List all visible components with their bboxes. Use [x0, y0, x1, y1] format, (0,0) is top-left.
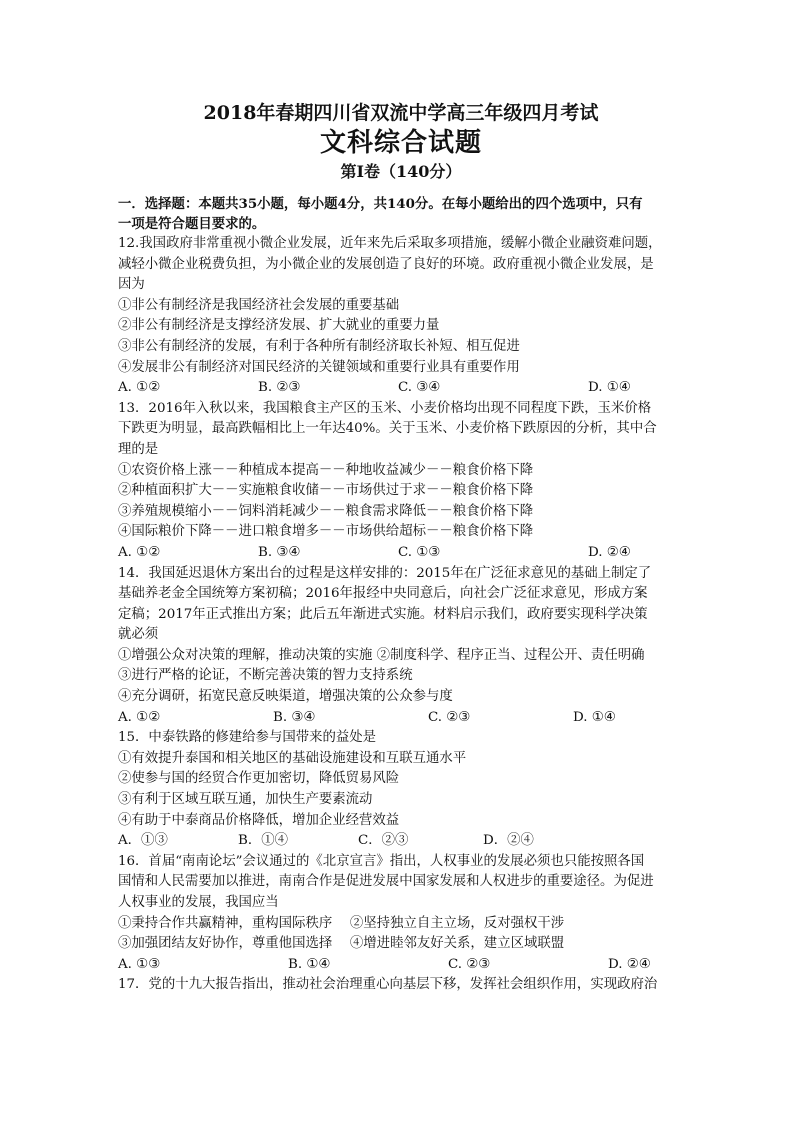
subject-title: 文科综合试题: [319, 128, 482, 158]
question-block: [118, 852, 724, 976]
answer-options: [118, 831, 724, 852]
question-stem-line: 15．中泰铁路的修建给参与国带来的益处是: [118, 730, 377, 746]
answer-option[interactable]: A. ①②: [118, 380, 161, 396]
question-stem-line: 国情和人民需要加以推进，南南合作是促进发展中国家发展和人权进步的重要途径。为促进: [118, 874, 654, 890]
question-stem-line: 13．2016年入秋以来，我国粮食主产区的玉米、小麦价格均出现不同程度下跌，玉米价格: [118, 400, 652, 416]
answer-option[interactable]: B. ③④: [273, 709, 316, 725]
statement-item: ③加强团结友好协作，尊重他国选择 ④增进睦邻友好关系，建立区域联盟: [118, 936, 565, 952]
question-stem-line: 基础养老金全国统筹方案初稿；2016年报经中央同意后，向社会广泛征求意见，形成方案: [118, 586, 648, 602]
answer-options: [118, 543, 724, 564]
statement-item: ①有效提升泰国和相关地区的基础设施建设和互联互通水平: [118, 750, 467, 766]
question-stem-line: 减轻小微企业税费负担，为小微企业的发展创造了良好的环境。政府重视小微企业发展，是: [118, 256, 654, 272]
answer-option[interactable]: A．①③: [118, 833, 168, 849]
statement-item: ③非公有制经济的发展，有利于各种所有制经济取长补短、相互促进: [118, 338, 520, 354]
question-list: [118, 234, 724, 996]
statement-item: ③有利于区域互联互通，加快生产要素流动: [118, 792, 373, 808]
answer-options: [118, 955, 724, 976]
exam-title: 2018年春期四川省双流中学高三年级四月考试: [203, 102, 599, 124]
answer-option[interactable]: C. ③④: [398, 380, 441, 396]
question-stem-line: 17．党的十九大报告指出，推动社会治理重心向基层下移，发挥社会组织作用，实现政府治: [118, 977, 658, 993]
answer-options: [118, 378, 724, 399]
answer-option[interactable]: A. ①②: [118, 709, 161, 725]
answer-option[interactable]: D．②④: [483, 833, 534, 849]
answer-option[interactable]: C．②③: [358, 833, 409, 849]
answer-option[interactable]: D. ①④: [588, 380, 631, 396]
question-stem-line: 下跌更为明显，最高跌幅相比上一年达40%。关于玉米、小麦价格下跌原因的分析，其中合: [118, 421, 657, 437]
answer-options: [118, 708, 724, 729]
answer-option[interactable]: A. ①②: [118, 544, 161, 560]
question-stem-line: 16．首届“南南论坛”会议通过的《北京宣言》指出，人权事业的发展必须也只能按照各国: [118, 853, 645, 869]
question-block: [118, 975, 724, 996]
answer-option[interactable]: B. ③④: [258, 544, 301, 560]
statement-item: ③养殖规模缩小－－饲料消耗减少－－粮食需求降低－－粮食价格下降: [118, 503, 534, 519]
instruction-line: 一．选择题：本题共35小题，每小题4分，共140分。在每小题给出的四个选项中，只有: [118, 196, 643, 212]
question-block: [118, 234, 724, 399]
question-stem-line: 就必须: [118, 627, 159, 643]
answer-option[interactable]: C. ①③: [398, 544, 441, 560]
statement-item: ②种植面积扩大－－实施粮食收储－－市场供过于求－－粮食价格下降: [118, 483, 534, 499]
statement-item: ②非公有制经济是支撑经济发展、扩大就业的重要力量: [118, 318, 440, 334]
answer-option[interactable]: B. ②③: [258, 380, 301, 396]
statement-item: ①秉持合作共赢精神，重构国际秩序 ②坚持独立自主立场，反对强权干涉: [118, 915, 565, 931]
statement-item: ①增强公众对决策的理解，推动决策的实施 ②制度科学、程序正当、过程公开、责任明确: [118, 647, 645, 663]
answer-option[interactable]: B. ①④: [288, 956, 331, 972]
question-block: [118, 564, 724, 729]
statement-item: ①非公有制经济是我国经济社会发展的重要基础: [118, 297, 400, 313]
question-block: [118, 399, 724, 564]
statement-item: ①农资价格上涨－－种植成本提高－－种地收益减少－－粮食价格下降: [118, 462, 534, 478]
answer-option[interactable]: D. ①④: [573, 709, 616, 725]
statement-item: ④充分调研，拓宽民意反映渠道，增强决策的公众参与度: [118, 689, 453, 705]
answer-option[interactable]: B．①④: [238, 833, 289, 849]
statement-item: ④发展非公有制经济对国民经济的关键领域和重要行业具有重要作用: [118, 359, 520, 375]
statement-item: ②使参与国的经贸合作更加密切，降低贸易风险: [118, 771, 400, 787]
statement-item: ④有助于中泰商品价格降低，增加企业经营效益: [118, 812, 400, 828]
question-block: [118, 728, 724, 852]
question-stem-line: 定稿；2017年正式推出方案；此后五年渐进式实施。材料启示我们，政府要实现科学决策: [118, 606, 648, 622]
question-stem-line: 理的是: [118, 441, 159, 457]
statement-item: ③进行严格的论证，不断完善决策的智力支持系统: [118, 668, 413, 684]
volume-title: 第Ⅰ卷（140分）: [340, 162, 462, 181]
section-instructions: [118, 194, 724, 234]
statement-item: ④国际粮价下降－－进口粮食增多－－市场供给超标－－粮食价格下降: [118, 524, 534, 540]
answer-option[interactable]: D. ②④: [588, 544, 631, 560]
answer-option[interactable]: C. ②③: [448, 956, 491, 972]
answer-option[interactable]: D. ②④: [608, 956, 651, 972]
question-stem-line: 因为: [118, 277, 145, 293]
question-stem-line: 14．我国延迟退休方案出台的过程是这样安排的：2015年在广泛征求意见的基础上制定了: [118, 565, 652, 581]
answer-option[interactable]: A. ①③: [118, 956, 161, 972]
instruction-line: 一项是符合题目要求的。: [118, 216, 266, 232]
question-stem-line: 12.我国政府非常重视小微企业发展，近年来先后采取多项措施，缓解小微企业融资难问题，: [118, 236, 662, 251]
question-stem-line: 人权事业的发展，我国应当: [118, 895, 279, 910]
answer-option[interactable]: C. ②③: [428, 709, 471, 725]
